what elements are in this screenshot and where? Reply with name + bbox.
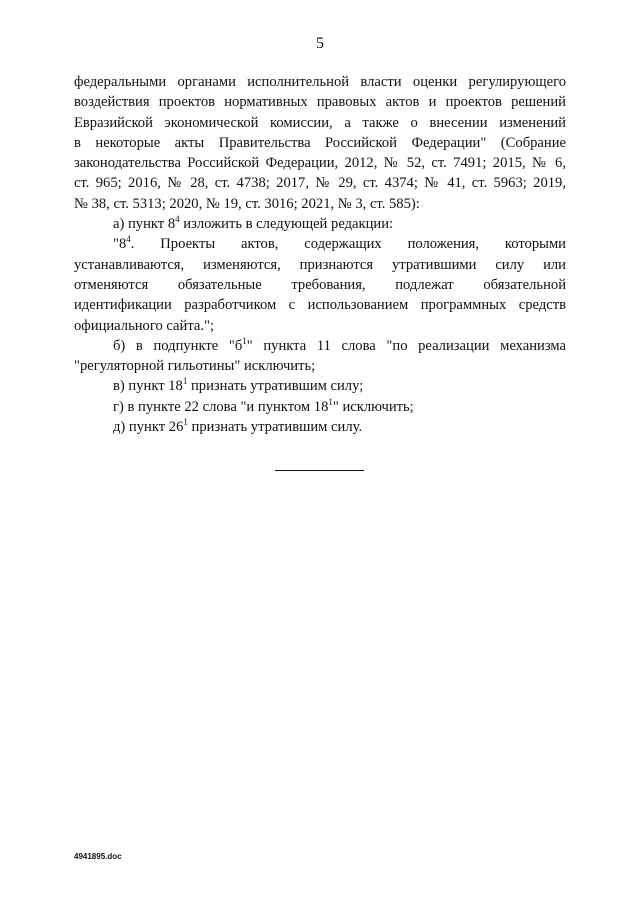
- item-d-sup: 1: [183, 417, 188, 428]
- footer-file-code: 4941895.doc: [74, 852, 122, 861]
- item-b-before: б) в подпункте "б: [113, 337, 243, 354]
- intro-line-6: ст. 965; 2016, № 28, ст. 4738; 2017, № 29, ст. 4374; № 41, ст. 5963; 2019,: [74, 175, 566, 192]
- item-a-after: изложить в следующей редакции:: [179, 216, 394, 233]
- item-g-after: " исключить;: [332, 398, 414, 415]
- item-d: [74, 417, 566, 437]
- intro-line-7: № 38, ст. 5313; 2020, № 19, ст. 3016; 2021, № 3, ст. 585):: [74, 195, 420, 212]
- item-v-after: признать утратившим силу;: [187, 378, 364, 395]
- intro-line-2: воздействия проектов нормативных правовых актов и проектов решений: [74, 94, 566, 111]
- quote-open: "8: [113, 236, 127, 253]
- quote-line-1: [74, 234, 566, 254]
- item-b-after: " пункта 11 слова "по реализации механизма: [246, 337, 566, 354]
- item-v: [74, 376, 566, 396]
- quote-line-2: устанавливаются, изменяются, признаются утратившими силу или: [74, 256, 566, 273]
- item-b-line-2: "регуляторной гильотины" исключить;: [74, 358, 316, 375]
- item-g-sup: 1: [328, 396, 333, 407]
- intro-line-5: законодательства Российской Федерации, 2012, № 52, ст. 7491; 2015, № 6,: [74, 155, 566, 172]
- intro-line-3: Евразийской экономической комиссии, а также о внесении изменений: [74, 114, 566, 131]
- document-body: [74, 72, 566, 437]
- item-v-sup: 1: [182, 376, 188, 387]
- quote-sup: 4: [126, 234, 131, 245]
- end-divider: [275, 470, 364, 471]
- intro-line-4: в некоторые акты Правительства Российской Федерации" (Собрание: [74, 134, 566, 151]
- item-a-before: а) пункт 8: [113, 216, 176, 233]
- item-g: [74, 397, 566, 417]
- page-number: 5: [316, 35, 324, 52]
- intro-line-1: федеральными органами исполнительной власти оценки регулирующего: [74, 74, 566, 90]
- item-a: [74, 214, 566, 234]
- quote-line-3: отменяются обязательные требования, подлежат обязательной: [74, 276, 566, 293]
- item-b: [74, 336, 566, 356]
- quote-line-5: официального сайта.";: [74, 317, 215, 334]
- item-d-after: признать утратившим силу.: [187, 419, 363, 436]
- item-d-before: д) пункт 26: [113, 419, 184, 436]
- item-v-before: в) пункт 18: [113, 378, 183, 395]
- item-a-sup: 4: [175, 214, 180, 225]
- quote-line-4: идентификации разработчиком с использованием программных средств: [74, 297, 566, 314]
- item-g-before: г) в пункте 22 слова "и пунктом 18: [113, 398, 329, 415]
- item-b-sup: 1: [242, 335, 247, 346]
- quote-first-line-rest: . Проекты актов, содержащих положения, которыми: [130, 236, 566, 253]
